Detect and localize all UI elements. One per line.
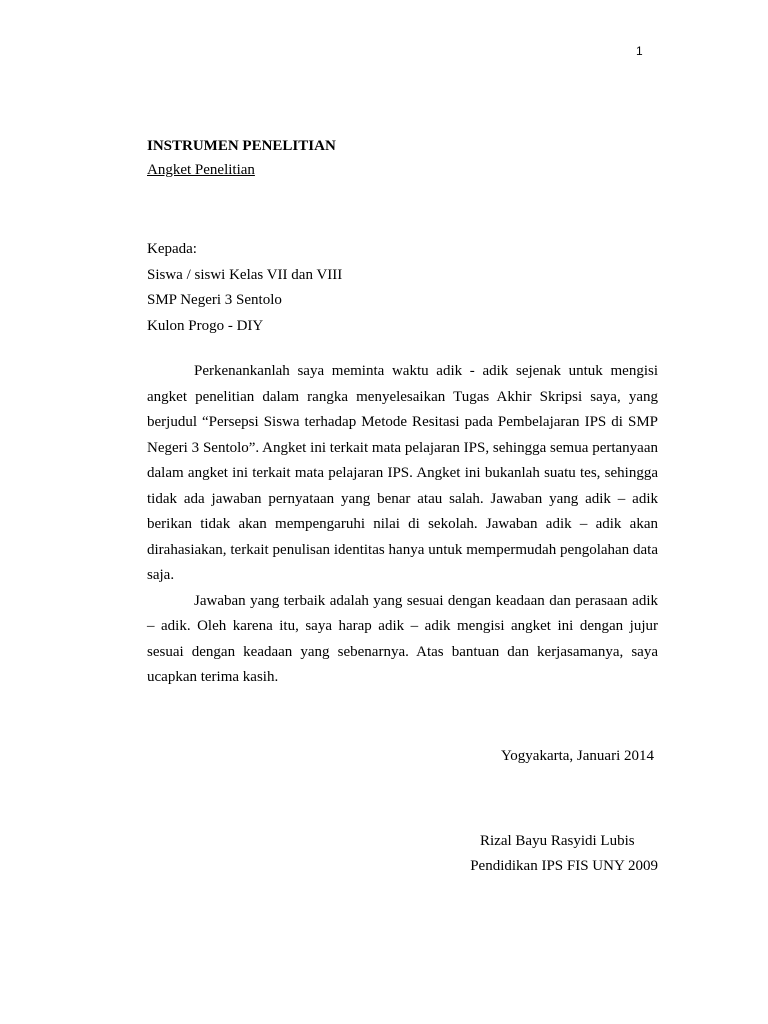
recipient-address <box>147 237 658 339</box>
signature-block <box>147 829 658 879</box>
letter-body <box>147 359 658 691</box>
signature-name: Rizal Bayu Rasyidi Lubis <box>480 832 635 849</box>
paragraph: Perkenankanlah saya meminta waktu adik - adik sejenak untuk mengisi angket penelitian dalam rangka menyelesaikan Tugas Akhir Skripsi saya, yang berjudul “Persepsi Siswa terhadap Metode Resitasi pada Pembelajaran IPS di SMP Negeri 3 Sentolo”. Angket ini terkait mata pelajaran IPS, sehingga semua pertanyaan dalam angket ini terkait mata pelajaran IPS. Angket ini bukanlah suatu tes, sehingga tidak ada jawaban pernyataan yang benar atau salah. Jawaban yang adik – adik berikan tidak akan mempengaruhi nilai di sekolah. Jawaban adik – adik akan dirahasiakan, terkait penulisan identitas hanya untuk mempermudah pengolahan data saja. <box>147 363 658 583</box>
address-line: SMP Negeri 3 Sentolo <box>147 292 282 308</box>
signature-affiliation: Pendidikan IPS FIS UNY 2009 <box>470 857 658 874</box>
address-line: Kulon Progo - DIY <box>147 317 264 334</box>
paragraph: Jawaban yang terbaik adalah yang sesuai dengan keadaan dan perasaan adik – adik. Oleh karena itu, saya harap adik – adik mengisi angket ini dengan jujur sesuai dengan keadaan yang sebenarnya. Atas bantuan dan kerjasamanya, saya ucapkan terima kasih. <box>147 592 658 685</box>
place-date: Yogyakarta, Januari 2014 <box>500 747 654 764</box>
address-line: Siswa / siswi Kelas VII dan VIII <box>147 266 343 283</box>
document-body <box>147 135 658 879</box>
document-title: INSTRUMEN PENELITIAN <box>147 138 336 154</box>
document-subtitle: Angket Penelitian <box>147 162 255 178</box>
page-number: 1 <box>636 44 643 58</box>
address-line: Kepada: <box>147 241 197 257</box>
